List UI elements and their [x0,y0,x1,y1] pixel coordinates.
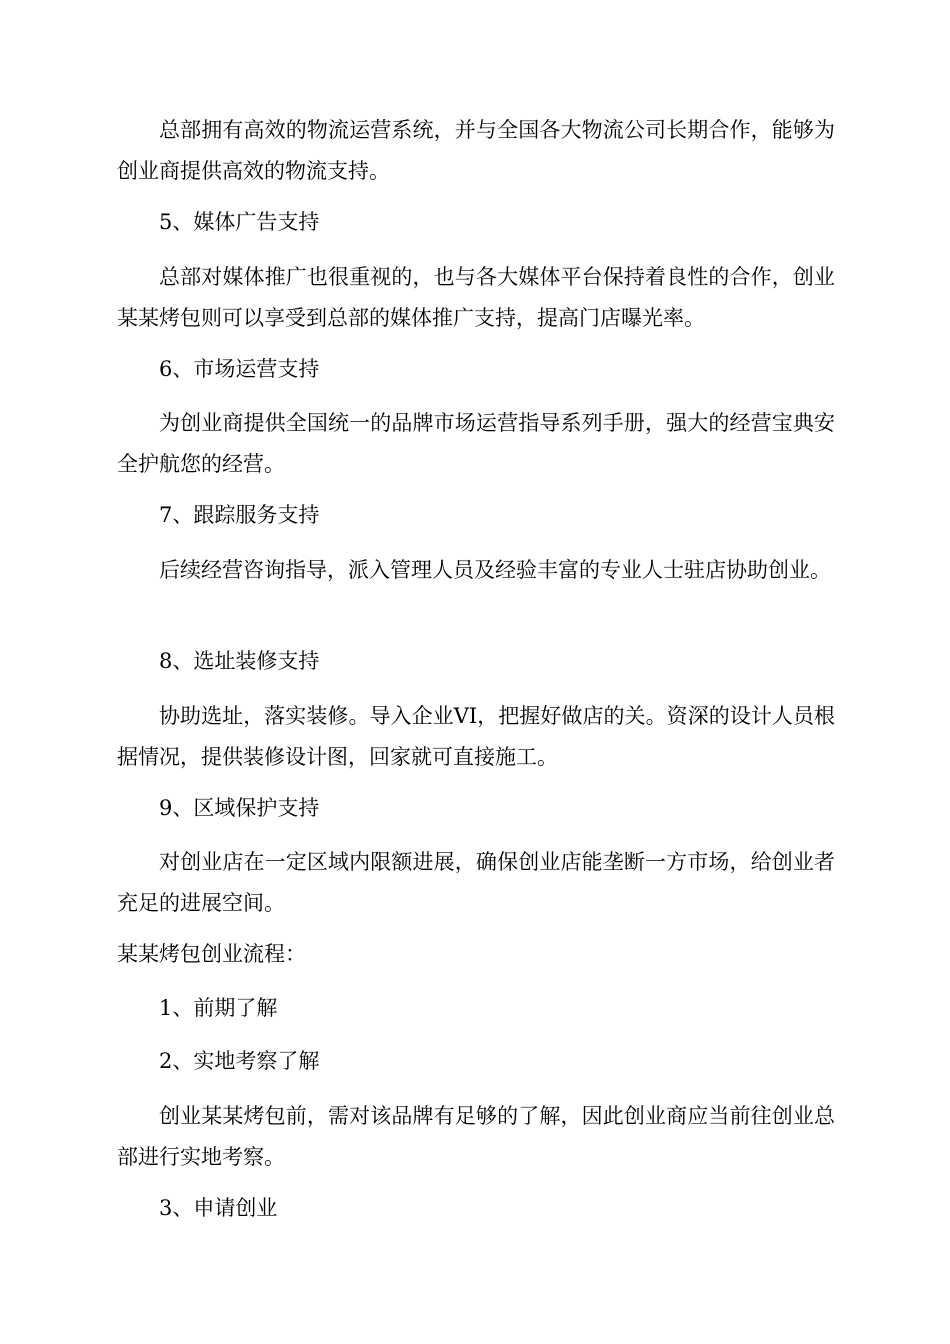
heading-tracking-support: 7、跟踪服务支持 [159,503,320,527]
heading-site-decoration-support: 8、选址装修支持 [159,649,320,673]
paragraph-market: 为创业商提供全国统一的品牌市场运营指导系列手册，强大的经营宝典安全护航您的经营。 [117,411,835,476]
heading-media-support: 5、媒体广告支持 [159,210,320,234]
paragraph-media: 总部对媒体推广也很重视的，也与各大媒体平台保持着良性的合作，创业某某烤包则可以享受到总部的媒体推广支持，提高门店曝光率。 [117,265,835,330]
paragraph-logistics: 总部拥有高效的物流运营系统，并与全国各大物流公司长期合作，能够为创业商提供高效的物流支持。 [117,118,835,183]
paragraph-site-decoration: 协助选址，落实装修。导入企业VI，把握好做店的关。资深的设计人员根据情况，提供装修设计图，回家就可直接施工。 [117,704,835,769]
heading-startup-flow: 某某烤包创业流程： [117,942,306,966]
paragraph-region-protection: 对创业店在一定区域内限额进展，确保创业店能垄断一方市场，给创业者充足的进展空间。 [117,850,835,915]
paragraph-site-visit: 创业某某烤包前，需对该品牌有足够的了解，因此创业商应当前往创业总部进行实地考察。 [117,1104,835,1169]
heading-market-support: 6、市场运营支持 [159,357,320,381]
heading-region-protection-support: 9、区域保护支持 [159,796,320,820]
flow-step-2: 2、实地考察了解 [159,1049,320,1073]
paragraph-tracking: 后续经营咨询指导，派入管理人员及经验丰富的专业人士驻店协助创业。 [159,558,831,582]
flow-step-1: 1、前期了解 [159,996,278,1020]
flow-step-3: 3、申请创业 [159,1196,278,1220]
